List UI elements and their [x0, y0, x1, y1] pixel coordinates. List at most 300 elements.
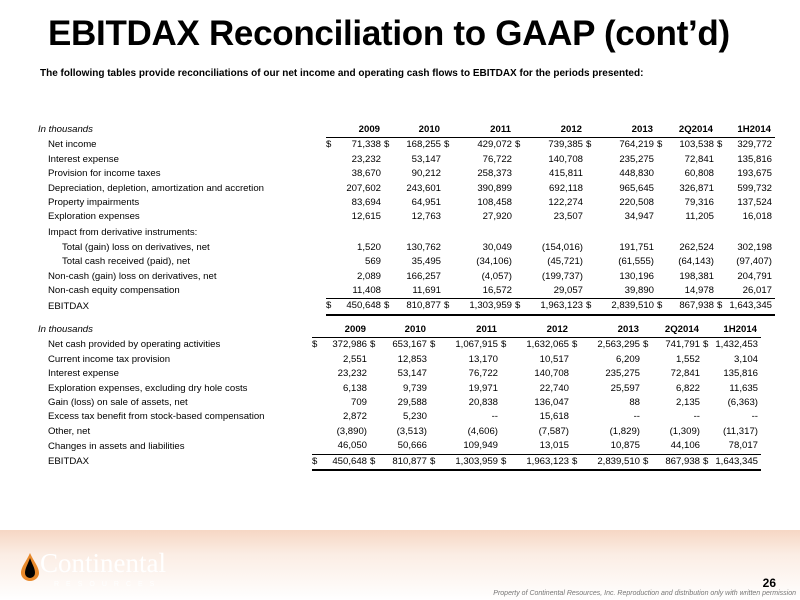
dollar-sign: [326, 167, 336, 181]
table-header-label: In thousands: [38, 324, 93, 336]
dollar-sign: [515, 153, 525, 167]
cell-value: 1,963,123: [511, 454, 572, 470]
cell-value: 1,520: [356, 241, 381, 253]
cell-value: (64,143): [678, 256, 714, 268]
table-row: [38, 255, 775, 269]
cell-value: 191,751: [619, 241, 654, 253]
cell-value: 16,018: [742, 211, 772, 223]
dollar-sign: [370, 425, 380, 439]
column-header: 2009: [312, 323, 370, 338]
dollar-sign: [370, 396, 380, 410]
row-label: Other, net: [48, 425, 91, 437]
cell-value: 1,963,123: [525, 299, 586, 315]
dollar-sign: [370, 439, 380, 454]
dollar-sign: [586, 241, 596, 255]
cell-value: 867,938: [667, 299, 717, 315]
cell-value: 108,458: [477, 197, 512, 209]
cell-value: 22,740: [539, 382, 569, 394]
cell-value: 1,432,453: [715, 339, 758, 351]
cell-value: 692,118: [549, 182, 583, 194]
table-row: [38, 138, 775, 153]
row-label: Exploration expenses: [48, 211, 140, 223]
page-title: EBITDAX Reconciliation to GAAP (cont’d): [48, 14, 730, 53]
cell-value: [336, 225, 384, 241]
cell-value: 12,763: [411, 211, 441, 223]
dollar-sign: [430, 382, 440, 396]
cell-value: (45,721): [547, 256, 583, 268]
dollar-sign: [444, 182, 454, 196]
dollar-sign: $: [643, 339, 649, 351]
dollar-sign: [703, 353, 713, 367]
dollar-sign: [643, 439, 653, 454]
cell-value: 60,808: [684, 168, 714, 180]
cell-value: 450,648: [322, 454, 370, 470]
dollar-sign: [444, 255, 454, 269]
column-header: 2011: [444, 123, 515, 138]
cell-value: [525, 225, 586, 241]
cell-value: 569: [364, 256, 381, 268]
cell-value: (4,057): [481, 270, 512, 282]
dollar-sign: [703, 382, 713, 396]
cell-value: 26,017: [727, 284, 775, 299]
total-row: [38, 299, 775, 315]
dollar-sign: $: [586, 299, 596, 315]
cell-value: 2,551: [342, 353, 367, 365]
cell-value: (1,829): [609, 425, 640, 437]
cell-value: 709: [350, 397, 367, 409]
row-label: Depreciation, depletion, amortization and accretion: [48, 182, 264, 194]
cell-value: 3,104: [733, 353, 758, 365]
cell-value: 1,632,065: [526, 339, 569, 351]
dollar-sign: [572, 353, 582, 367]
dollar-sign: [586, 153, 596, 167]
dollar-sign: [430, 353, 440, 367]
cell-value: [394, 225, 444, 241]
cell-value: 599,732: [737, 182, 772, 194]
cell-value: (4,606): [467, 425, 498, 437]
dollar-sign: [430, 410, 440, 424]
dollar-sign: [717, 225, 727, 241]
dollar-sign: [384, 153, 394, 167]
dollar-sign: [384, 270, 394, 284]
cell-value: 11,635: [729, 382, 758, 394]
cell-value: 135,816: [723, 368, 758, 380]
dollar-sign: [703, 396, 713, 410]
cell-value: [596, 225, 657, 241]
cell-value: 64,951: [411, 197, 441, 209]
cell-value: 12,853: [397, 353, 427, 365]
dollar-sign: [515, 225, 525, 241]
dollar-sign: [384, 196, 394, 210]
cell-value: 35,495: [411, 256, 441, 268]
dollar-sign: [312, 425, 322, 439]
column-header: 2009: [326, 123, 384, 138]
column-header: 2012: [501, 323, 572, 338]
table-row: [38, 270, 775, 284]
cell-value: 6,822: [675, 382, 700, 394]
table-row: [38, 425, 761, 439]
cell-value: (11,317): [722, 425, 758, 437]
dollar-sign: [515, 255, 525, 269]
column-header: 2010: [384, 123, 444, 138]
dollar-sign: [717, 241, 727, 255]
cell-value: 46,050: [322, 439, 370, 454]
dollar-sign: [657, 255, 667, 269]
dollar-sign: [501, 439, 511, 454]
cell-value: 450,648: [336, 299, 384, 315]
cell-value: (3,890): [336, 425, 367, 437]
table-row: [38, 153, 775, 167]
cell-value: 53,147: [397, 368, 427, 380]
cell-value: [667, 225, 717, 241]
cell-value: 88: [629, 397, 640, 409]
cell-value: 11,205: [685, 211, 714, 223]
cell-value: 168,255: [406, 139, 441, 151]
dollar-sign: [586, 255, 596, 269]
column-header: 2012: [515, 123, 586, 138]
cell-value: 429,072: [477, 139, 512, 151]
dollar-sign: $: [430, 454, 440, 470]
dollar-sign: [586, 284, 596, 299]
cell-value: 1,067,915: [455, 339, 498, 351]
cell-value: 90,212: [411, 168, 441, 180]
dollar-sign: [444, 153, 454, 167]
dollar-sign: [430, 396, 440, 410]
dollar-sign: [586, 270, 596, 284]
dollar-sign: [717, 284, 727, 299]
cell-value: 965,645: [619, 182, 654, 194]
cell-value: 78,017: [713, 439, 761, 454]
dollar-sign: [572, 396, 582, 410]
dollar-sign: [703, 367, 713, 381]
logo-wordmark: Continental: [40, 548, 166, 578]
row-label: EBITDAX: [48, 455, 90, 467]
cell-value: 103,538: [679, 139, 714, 151]
cell-value: (199,737): [541, 270, 583, 282]
dollar-sign: $: [384, 139, 390, 151]
row-label: Interest expense: [48, 368, 119, 380]
dollar-sign: [444, 167, 454, 181]
column-header: 2013: [586, 123, 657, 138]
cell-value: --: [693, 411, 700, 423]
cell-value: 19,971: [468, 382, 498, 394]
dollar-sign: [643, 410, 653, 424]
dollar-sign: [586, 225, 596, 241]
cell-value: 1,303,959: [440, 454, 501, 470]
cell-value: 16,572: [454, 284, 515, 299]
cell-value: 1,303,959: [454, 299, 515, 315]
dollar-sign: [572, 382, 582, 396]
dollar-sign: [717, 270, 727, 284]
cell-value: 38,670: [351, 168, 381, 180]
cell-value: 29,588: [397, 397, 427, 409]
dollar-sign: [572, 439, 582, 454]
dollar-sign: [717, 255, 727, 269]
cell-value: 2,839,510: [582, 454, 643, 470]
dollar-sign: [586, 210, 596, 224]
table-row: [38, 396, 761, 410]
dollar-sign: [326, 270, 336, 284]
column-header: 2010: [370, 323, 430, 338]
dollar-sign: [703, 410, 713, 424]
dollar-sign: [703, 439, 713, 454]
row-label: EBITDAX: [48, 300, 90, 312]
dollar-sign: $: [643, 454, 653, 470]
cell-value: 448,830: [619, 168, 654, 180]
dollar-sign: [384, 182, 394, 196]
cell-value: 79,316: [684, 197, 714, 209]
dollar-sign: [384, 210, 394, 224]
cell-value: 5,230: [402, 411, 427, 423]
dollar-sign: [370, 353, 380, 367]
table-row: [38, 439, 761, 454]
dollar-sign: $: [370, 339, 376, 351]
cell-value: 29,057: [525, 284, 586, 299]
cell-value: 11,691: [394, 284, 444, 299]
cell-value: 390,899: [477, 182, 512, 194]
cell-value: 130,196: [619, 270, 654, 282]
dollar-sign: [717, 167, 727, 181]
dollar-sign: $: [501, 339, 507, 351]
dollar-sign: $: [703, 454, 713, 470]
cell-value: 53,147: [411, 153, 441, 165]
oil-drop-icon: [20, 552, 40, 582]
dollar-sign: [312, 353, 322, 367]
dollar-sign: [657, 196, 667, 210]
dollar-sign: $: [430, 339, 436, 351]
dollar-sign: [384, 167, 394, 181]
cell-value: 72,841: [670, 368, 700, 380]
cell-value: 23,232: [337, 368, 367, 380]
dollar-sign: $: [370, 454, 380, 470]
dollar-sign: [501, 396, 511, 410]
cell-value: 34,947: [624, 211, 654, 223]
row-label: Excess tax benefit from stock-based compensation: [48, 411, 265, 423]
column-header: 2013: [572, 323, 643, 338]
dollar-sign: [586, 182, 596, 196]
dollar-sign: $: [312, 454, 322, 470]
table-row: [38, 410, 761, 424]
row-label: Total cash received (paid), net: [62, 256, 190, 268]
row-label: Net income: [48, 139, 97, 151]
cell-value: 166,257: [406, 270, 441, 282]
cell-value: 13,015: [511, 439, 572, 454]
cell-value: 810,877: [380, 454, 430, 470]
cell-value: 137,524: [737, 197, 772, 209]
dollar-sign: [586, 196, 596, 210]
dollar-sign: [312, 439, 322, 454]
dollar-sign: [326, 210, 336, 224]
cell-value: 72,841: [684, 153, 714, 165]
dollar-sign: [717, 182, 727, 196]
dollar-sign: $: [572, 339, 578, 351]
dollar-sign: [384, 255, 394, 269]
cell-value: 10,875: [582, 439, 643, 454]
cell-value: [727, 225, 775, 241]
cell-value: 71,338: [351, 139, 381, 151]
dollar-sign: [515, 167, 525, 181]
cell-value: --: [491, 411, 498, 423]
cell-value: 739,385: [548, 139, 583, 151]
dollar-sign: $: [703, 339, 709, 351]
dollar-sign: [501, 353, 511, 367]
dollar-sign: [312, 367, 322, 381]
dollar-sign: [515, 270, 525, 284]
dollar-sign: [657, 167, 667, 181]
cell-value: 6,138: [342, 382, 367, 394]
company-logo: [14, 548, 184, 596]
dollar-sign: [326, 241, 336, 255]
dollar-sign: [572, 367, 582, 381]
row-label: Current income tax provision: [48, 353, 171, 365]
dollar-sign: [501, 367, 511, 381]
cell-value: (97,407): [736, 256, 772, 268]
dollar-sign: [717, 196, 727, 210]
table-row: [38, 367, 761, 381]
total-row: [38, 454, 761, 470]
cell-value: 764,219: [619, 139, 654, 151]
cell-value: 109,949: [440, 439, 501, 454]
dollar-sign: [643, 425, 653, 439]
table-row: [38, 196, 775, 210]
dollar-sign: [326, 225, 336, 241]
column-header: 2Q2014: [643, 323, 703, 338]
cell-value: 9,739: [402, 382, 427, 394]
cell-value: [454, 225, 515, 241]
dollar-sign: [370, 367, 380, 381]
table-row: [38, 353, 761, 367]
page-number: 26: [762, 576, 776, 590]
cell-value: 867,938: [653, 454, 703, 470]
column-header: 1H2014: [703, 323, 761, 338]
row-label: Non-cash (gain) loss on derivatives, net: [48, 270, 217, 282]
cell-value: (3,513): [396, 425, 427, 437]
dollar-sign: [312, 382, 322, 396]
row-label: Changes in assets and liabilities: [48, 440, 185, 452]
dollar-sign: $: [717, 299, 727, 315]
dollar-sign: $: [312, 339, 318, 351]
dollar-sign: [657, 284, 667, 299]
dollar-sign: [515, 210, 525, 224]
dollar-sign: $: [657, 139, 663, 151]
row-label: Non-cash equity compensation: [48, 285, 180, 297]
cell-value: 135,816: [737, 153, 772, 165]
cell-value: 302,198: [737, 241, 772, 253]
dollar-sign: [657, 225, 667, 241]
table-row: [38, 167, 775, 181]
dollar-sign: $: [384, 299, 394, 315]
cell-value: 27,920: [482, 211, 512, 223]
cell-value: (154,016): [541, 241, 583, 253]
dollar-sign: [326, 284, 336, 299]
dollar-sign: [717, 210, 727, 224]
table-row: [38, 284, 775, 299]
dollar-sign: [657, 182, 667, 196]
cell-value: 372,986: [332, 339, 367, 351]
dollar-sign: [430, 425, 440, 439]
dollar-sign: [384, 225, 394, 241]
page-subtitle: The following tables provide reconciliations of our net income and operating cash flows to EBITDAX for the periods presented:: [40, 68, 644, 79]
cell-value: 136,047: [534, 397, 569, 409]
dollar-sign: $: [515, 299, 525, 315]
dollar-sign: [572, 410, 582, 424]
cell-value: 2,839,510: [596, 299, 657, 315]
dollar-sign: $: [444, 299, 454, 315]
cell-value: 140,708: [548, 153, 583, 165]
cell-value: 12,615: [351, 211, 381, 223]
cell-value: 76,722: [468, 368, 498, 380]
row-label: Interest expense: [48, 153, 119, 165]
cell-value: 204,791: [737, 270, 772, 282]
dollar-sign: $: [515, 139, 521, 151]
table-header-label: In thousands: [38, 124, 93, 136]
dollar-sign: $: [717, 139, 723, 151]
cell-value: 25,597: [610, 382, 640, 394]
dollar-sign: [586, 167, 596, 181]
cell-value: 2,135: [675, 397, 700, 409]
table-row: [38, 241, 775, 255]
dollar-sign: $: [326, 299, 336, 315]
cell-value: --: [633, 411, 640, 423]
dollar-sign: $: [326, 139, 332, 151]
cell-value: 30,049: [482, 241, 512, 253]
dollar-sign: [515, 196, 525, 210]
cell-value: 198,381: [679, 270, 714, 282]
row-label: Exploration expenses, excluding dry hole costs: [48, 382, 248, 394]
cell-value: 11,408: [336, 284, 384, 299]
dollar-sign: [501, 382, 511, 396]
cell-value: 741,791: [665, 339, 700, 351]
dollar-sign: [643, 382, 653, 396]
cell-value: (6,363): [727, 397, 758, 409]
cell-value: 653,167: [392, 339, 427, 351]
dollar-sign: [703, 425, 713, 439]
cell-value: 207,602: [346, 182, 381, 194]
cell-value: 15,618: [539, 411, 569, 423]
dollar-sign: [430, 439, 440, 454]
dollar-sign: [572, 425, 582, 439]
cell-value: 329,772: [737, 139, 772, 151]
cell-value: 2,563,295: [597, 339, 640, 351]
cell-value: 1,643,345: [713, 454, 761, 470]
row-label: Gain (loss) on sale of assets, net: [48, 397, 188, 409]
cell-value: 50,666: [380, 439, 430, 454]
cell-value: 10,517: [539, 353, 569, 365]
dollar-sign: [384, 284, 394, 299]
cell-value: 262,524: [679, 241, 714, 253]
cell-value: 1,552: [675, 353, 700, 365]
dollar-sign: [326, 255, 336, 269]
logo-subtext: RESOURCES: [54, 581, 162, 588]
dollar-sign: [444, 210, 454, 224]
dollar-sign: [312, 410, 322, 424]
cell-value: 415,811: [549, 168, 583, 180]
section-label: Impact from derivative instruments:: [48, 226, 198, 238]
row-label: Net cash provided by operating activities: [48, 339, 221, 351]
dollar-sign: [384, 241, 394, 255]
cell-value: 235,275: [605, 368, 640, 380]
dollar-sign: [643, 367, 653, 381]
dollar-sign: [515, 284, 525, 299]
table-row: [38, 338, 761, 353]
row-label: Provision for income taxes: [48, 168, 161, 180]
cell-value: (34,106): [476, 256, 512, 268]
cell-value: 130,762: [406, 241, 441, 253]
column-header: 2011: [430, 323, 501, 338]
dollar-sign: $: [444, 139, 450, 151]
dollar-sign: [657, 210, 667, 224]
dollar-sign: [515, 241, 525, 255]
